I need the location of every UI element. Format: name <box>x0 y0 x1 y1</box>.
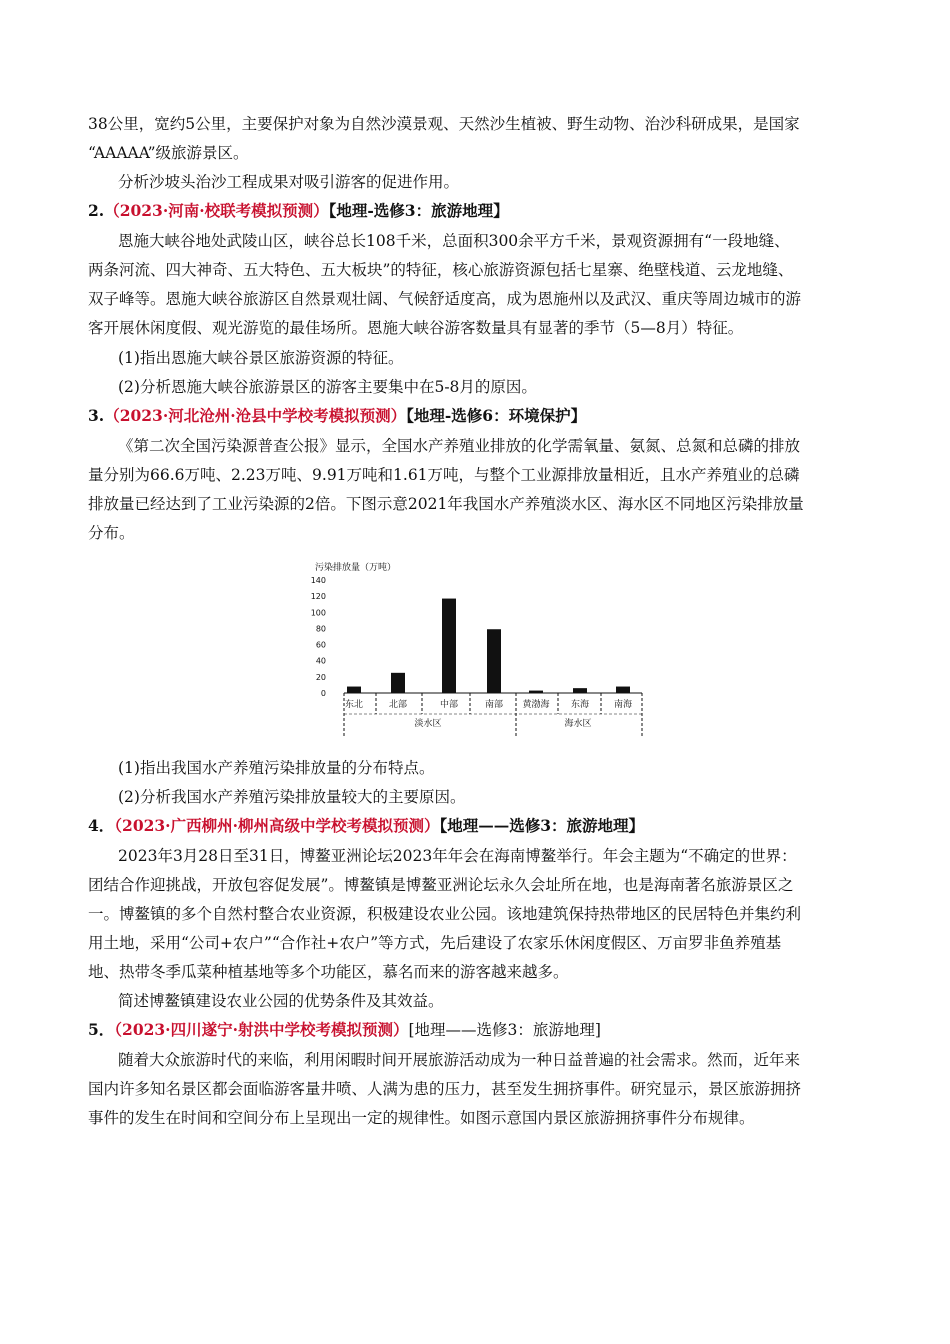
x-category-label: 北部 <box>388 700 408 710</box>
q2-para-line: 恩施大峡谷地处武陵山区，峡谷总长108千米，总面积300余平方千米，景观资源拥有“一段地缝、 <box>118 232 790 250</box>
q3-para-line: 排放量已经达到了工业污染源的2倍。下图示意2021年我国水产养殖淡水区、海水区不同地区污染排放量 <box>88 495 804 513</box>
question-5-header <box>88 1019 601 1041</box>
q5-para-line: 事件的发生在时间和空间分布上呈现出一定的规律性。如图示意国内景区旅游拥挤事件分布规律。 <box>88 1109 755 1127</box>
question-2-header <box>88 200 509 222</box>
question-number: 3. <box>88 406 105 425</box>
question-source: （2023·四川遂宁·射洪中学校考模拟预测） <box>114 1020 409 1039</box>
q4-prompt: 简述博鳌镇建设农业公园的优势条件及其效益。 <box>118 992 444 1010</box>
y-tick-label: 60 <box>315 640 326 650</box>
chart-bar <box>442 599 456 693</box>
question-number: 5． <box>88 1020 115 1039</box>
q4-para-line: 用土地，采用“公司+农户”“合作社+农户”等方式，先后建设了农家乐休闲度假区、万亩罗非鱼养殖基 <box>88 934 782 952</box>
q5-para-line: 随着大众旅游时代的来临，利用闲暇时间开展旅游活动成为一种日益普遍的社会需求。然而，近年来 <box>118 1051 801 1069</box>
question-tag: [地理——选修3：旅游地理] <box>408 1021 601 1039</box>
question-4-header <box>88 815 644 837</box>
q2-para-line: 双子峰等。恩施大峡谷旅游区自然景观壮阔、气候舒适度高，成为恩施州以及武汉、重庆等周边城市的游 <box>88 290 802 308</box>
q4-para-line: 地、热带冬季瓜菜种植基地等多个功能区，慕名而来的游客越来越多。 <box>88 963 569 981</box>
pollution-bar-chart <box>310 556 660 738</box>
question-number: 4． <box>88 816 115 835</box>
q4-para-line: 团结合作迎挑战，开放包容促发展”。博鳌镇是博鳌亚洲论坛永久会址所在地，也是海南著名旅游景区之 <box>88 876 794 894</box>
x-category-label: 南海 <box>613 700 633 710</box>
y-tick-label: 100 <box>310 608 326 618</box>
question-tag: 【地理-选修6：环境保护】 <box>406 406 587 425</box>
y-tick-label: 40 <box>315 656 326 666</box>
question-tag: 【地理-选修3：旅游地理】 <box>328 201 509 220</box>
question-source: （2023·河南·校联考模拟预测） <box>104 201 329 220</box>
x-category-label: 南部 <box>484 700 504 710</box>
x-category-label: 东海 <box>570 700 590 710</box>
x-category-label: 东北 <box>344 700 364 710</box>
chart-bars <box>347 599 630 693</box>
x-category-label: 黄渤海 <box>522 700 550 710</box>
question-number: 2. <box>88 201 105 220</box>
question-3-header <box>88 405 586 427</box>
q5-para-line: 国内许多知名景区都会面临游客量井喷、人满为患的压力，甚至发生拥挤事件。研究显示，景区旅游拥挤 <box>88 1080 802 1098</box>
chart-category-labels <box>345 698 632 710</box>
chart-y-axis-label: 污染排放量（万吨） <box>315 563 397 573</box>
q2-subquestion-2: (2)分析恩施大峡谷旅游景区的游客主要集中在5-8月的原因。 <box>118 378 537 396</box>
q4-para-line: 2023年3月28日至31日，博鳌亚洲论坛2023年年会在海南博鳌举行。年会主题为“不确定的世界： <box>118 847 797 865</box>
chart-bar <box>487 629 501 693</box>
question-source: （2023·河北沧州·沧县中学校考模拟预测） <box>104 406 407 425</box>
chart-bar <box>391 673 405 693</box>
q3-para-line: 分布。 <box>88 524 135 542</box>
chart-y-ticks <box>311 576 326 698</box>
question-tag: 【地理——选修3：旅游地理】 <box>439 816 645 835</box>
q3-subquestion-1: (1)指出我国水产养殖污染排放量的分布特点。 <box>118 759 435 777</box>
question-source: （2023·广西柳州·柳州高级中学校考模拟预测） <box>114 816 440 835</box>
q3-subquestion-2: (2)分析我国水产养殖污染排放量较大的主要原因。 <box>118 788 466 806</box>
y-tick-label: 0 <box>320 689 326 698</box>
intro-line-2: “AAAAA”级旅游景区。 <box>88 144 249 162</box>
q2-para-line: 两条河流、四大神奇、五大特色、五大板块”的特征，核心旅游资源包括七星寨、绝壁栈道、云龙地缝、 <box>88 261 794 279</box>
chart-group-label-seawater: 海水区 <box>564 719 592 729</box>
y-tick-label: 80 <box>315 624 326 634</box>
chart-bar <box>573 688 587 693</box>
q2-subquestion-1: (1)指出恩施大峡谷景区旅游资源的特征。 <box>118 349 404 367</box>
intro-prompt: 分析沙坡头治沙工程成果对吸引游客的促进作用。 <box>118 173 460 191</box>
y-tick-label: 120 <box>310 592 326 602</box>
chart-group-label-freshwater: 淡水区 <box>414 719 442 729</box>
q2-para-line: 客开展休闲度假、观光游览的最佳场所。恩施大峡谷游客数量具有显著的季节（5—8月）特征。 <box>88 319 744 337</box>
x-category-label: 中部 <box>439 700 459 710</box>
y-tick-label: 140 <box>310 576 326 585</box>
q4-para-line: 一。博鳌镇的多个自然村整合农业资源，积极建设农业公园。该地建筑保持热带地区的民居特色并集约利 <box>88 905 802 923</box>
intro-line-1: 38公里，宽约5公里，主要保护对象为自然沙漠景观、天然沙生植被、野生动物、治沙科研成果，是国家 <box>88 115 800 133</box>
q3-para-line: 量分别为66.6万吨、2.23万吨、9.91万吨和1.61万吨，与整个工业源排放量相近，且水产养殖业的总磷 <box>88 466 800 484</box>
q3-para-line: 《第二次全国污染源普查公报》显示，全国水产养殖业排放的化学需氧量、氨氮、总氮和总磷的排放 <box>118 437 801 455</box>
y-tick-label: 20 <box>315 672 326 682</box>
chart-bar <box>616 687 630 693</box>
chart-bar <box>347 687 361 693</box>
